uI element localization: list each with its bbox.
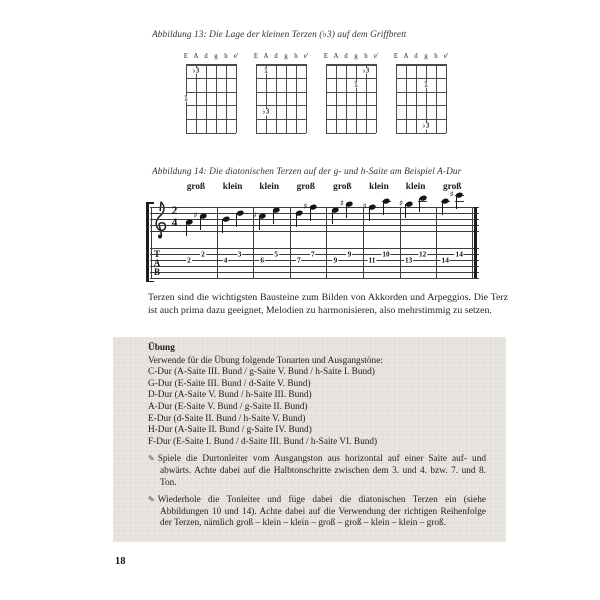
string-label: h (294, 53, 298, 60)
tab-line (150, 266, 479, 267)
sharp-accidental: ♯ (449, 189, 454, 200)
tab-fret-number: 2 (187, 255, 191, 265)
tab-fret-number: 3 (237, 249, 242, 259)
fret-marker: 1 (353, 80, 359, 89)
note-head (382, 198, 390, 204)
tab-fret-number: 7 (310, 249, 315, 259)
final-barline-thin (472, 207, 473, 278)
staff-line (150, 213, 479, 214)
string-label: d (414, 53, 418, 60)
string-label: g (424, 53, 428, 60)
fret-marker: 1 (423, 80, 429, 89)
exercise-key-list (148, 367, 486, 448)
measure-barline (436, 207, 437, 278)
string-label: d (204, 53, 208, 60)
note-head (295, 210, 303, 216)
exercise-bullet-list (148, 453, 486, 530)
fret-marker: ♭3 (362, 66, 370, 75)
sharp-accidental: ♯ (193, 210, 198, 221)
note-head (236, 210, 244, 216)
interval-label: groß (442, 182, 462, 192)
sharp-accidental: ♯ (252, 210, 257, 221)
figure13-caption: Abbildung 13: Die Lage der kleinen Terzen (♭3) auf dem Griffbrett (152, 30, 407, 40)
string-label: E (183, 53, 189, 60)
string-label: A (333, 53, 339, 60)
note-head (222, 216, 230, 222)
tab-fret-number: 2 (201, 249, 205, 259)
tab-fret-number: 11 (368, 255, 376, 265)
string-label: g (214, 53, 218, 60)
pencil-bullet-icon: ✎ (148, 495, 155, 505)
figure14-caption: Abbildung 14: Die diatonischen Terzen auf der g- und h-Saite am Beispiel A-Dur (152, 167, 462, 177)
note-head (455, 192, 463, 198)
string-label: h (224, 53, 228, 60)
exercise-key-line: E-Dur (d-Saite II. Bund / h-Saite V. Bund) (148, 413, 306, 424)
exercise-title: Übung (148, 343, 175, 353)
tab-letter: T (153, 248, 161, 259)
string-label: E (323, 53, 329, 60)
tab-line (150, 272, 479, 273)
exercise-bullet: ✎ Wiederhole die Tonleiter und füge dabei die diatonischen Terzen ein (siehe Abbildungen 10 und 14). Achte dabei auf die Verwendung der richtigen Reihenfolge der Terzen, nämlich groß – klein – klein – groß – groß – klein – klein – groß. (148, 495, 486, 529)
fret-marker: ♭3 (262, 108, 270, 116)
interval-label: klein (222, 182, 243, 192)
interval-label: groß (296, 182, 316, 192)
tab-fret-number: 6 (260, 255, 265, 265)
exercise-key-line: H-Dur (A-Saite II. Bund / g-Saite IV. Bund) (148, 425, 312, 436)
interval-label: klein (259, 182, 280, 192)
sharp-accidental: ♯ (399, 198, 404, 209)
tab-fret-number: 5 (274, 249, 279, 259)
measure-barline (217, 207, 218, 278)
exercise-key-line: A-Dur (E-Saite V. Bund / g-Saite II. Bund) (148, 401, 308, 412)
page-number: 18 (115, 556, 126, 567)
fret-marker: ♭3 (422, 121, 430, 130)
fret-marker: 1 (183, 94, 189, 103)
tab-fret-number: 7 (296, 255, 301, 265)
exercise-bullet: ✎ Spiele die Durtonleiter vom Ausgangston aus horizontal auf einer Saite auf- und abwärts. Achte dabei auf die Halbtonschritte zwischen dem 3. und 4. bzw. 7. und 8. Ton. (148, 454, 486, 488)
note-head (441, 198, 449, 204)
exercise-key-line: G-Dur (E-Saite III. Bund / d-Saite V. Bund) (148, 378, 311, 389)
tab-fret-number: 12 (418, 249, 427, 259)
tab-letter: A (153, 257, 161, 268)
tab-fret-number: 10 (382, 249, 390, 259)
sharp-accidental: ♯ (339, 198, 344, 209)
sharp-accidental: ♯ (362, 201, 367, 212)
tab-fret-number: 9 (333, 255, 338, 265)
string-label: g (284, 53, 288, 60)
string-label: e' (373, 53, 379, 60)
system-bracket-cap (146, 202, 154, 204)
exercise-box (113, 337, 506, 542)
fret-marker: 1 (263, 66, 269, 75)
string-label: d (274, 53, 278, 60)
measure-barline (363, 207, 364, 278)
tab-line (150, 278, 479, 279)
exercise-key-line: C-Dur (A-Saite III. Bund / g-Saite V. Bund / h-Saite I. Bund) (148, 367, 375, 378)
time-signature: 2 (171, 205, 178, 217)
interval-label: groß (333, 182, 352, 192)
body-paragraph: Terzen sind die wichtigsten Bausteine zum Bilden von Akkorden und Arpeggios. Die Terz ist auch prima dazu geeignet, Melodien zu harmonisieren, also mehrstimmig zu setzen. (148, 292, 508, 316)
string-label: E (253, 53, 259, 60)
exercise-key-line: F-Dur (E-Saite I. Bund / d-Saite III. Bund / h-Saite VI. Bund) (148, 436, 378, 447)
tab-fret-number: 9 (347, 249, 352, 259)
tab-fret-number: 13 (404, 255, 413, 265)
tab-fret-number: 4 (223, 255, 228, 265)
time-signature: 4 (171, 217, 178, 229)
staff-line (150, 231, 479, 232)
measure-barline (290, 207, 291, 278)
final-barline-thick (474, 207, 477, 278)
interval-label: groß (186, 182, 206, 192)
string-label: A (263, 53, 269, 60)
tab-line (150, 260, 479, 261)
string-label: A (193, 53, 199, 60)
measure-barline (326, 207, 327, 278)
interval-label: klein (369, 182, 389, 192)
string-label: e' (303, 53, 309, 60)
string-label: g (354, 53, 358, 60)
exercise-intro: Verwende für die Übung folgende Tonarten und Ausgangstöne: (148, 355, 383, 366)
system-bracket (146, 203, 149, 282)
tab-fret-number: 14 (441, 255, 449, 265)
string-label: h (434, 53, 438, 60)
string-label: e' (233, 53, 239, 60)
string-label: h (364, 53, 368, 60)
tab-letter: B (153, 267, 161, 278)
sharp-accidental: ♯ (303, 201, 308, 212)
string-label: A (403, 53, 409, 60)
system-bracket-cap (146, 281, 154, 283)
pencil-bullet-icon: ✎ (148, 454, 155, 464)
exercise-key-line: D-Dur (A-Saite V. Bund / h-Saite III. Bund) (148, 390, 312, 401)
system-barline (151, 207, 152, 278)
note-head (309, 204, 317, 210)
measure-barline (400, 207, 401, 278)
tab-fret-number: 14 (455, 249, 463, 259)
string-label: e' (443, 53, 449, 60)
string-label: d (344, 53, 348, 60)
fret-marker: ♭3 (192, 66, 200, 75)
string-label: E (393, 53, 399, 60)
treble-clef-icon (152, 199, 169, 243)
note-head (368, 204, 376, 210)
interval-label: klein (405, 182, 426, 192)
